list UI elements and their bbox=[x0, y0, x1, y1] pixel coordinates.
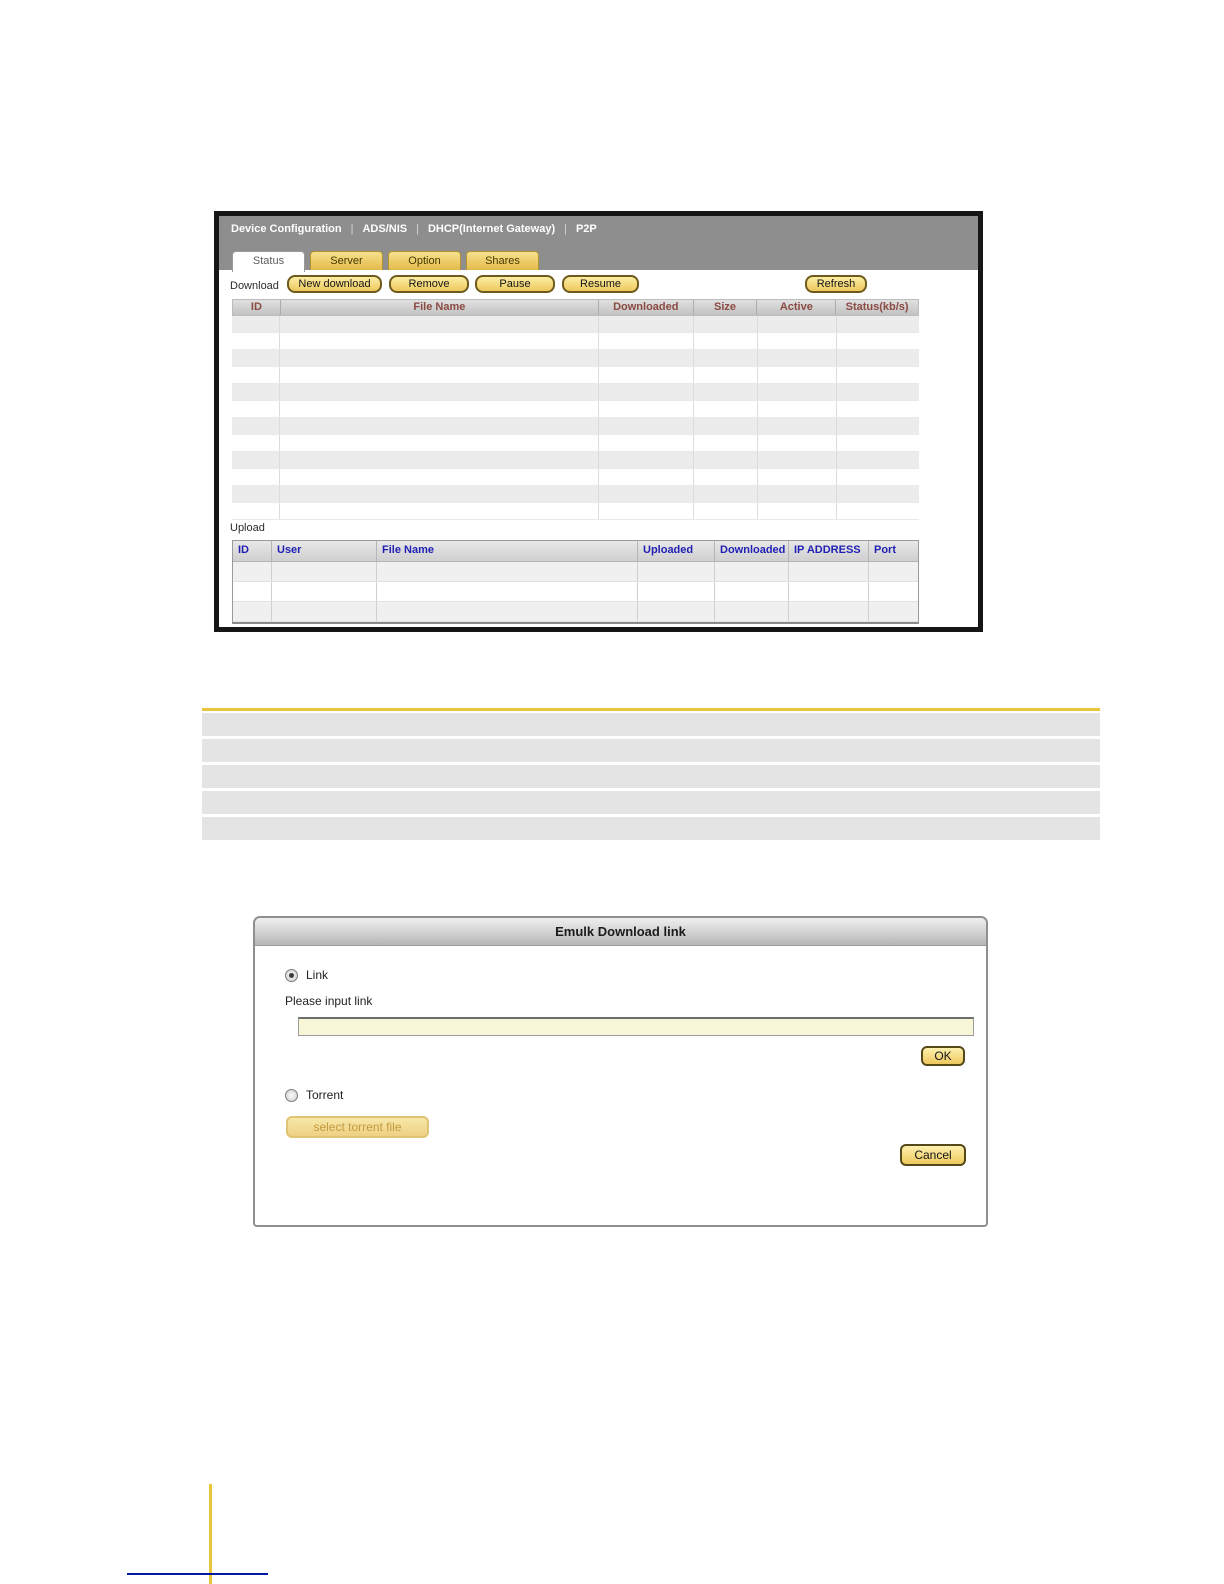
column-header-file-name: File Name bbox=[377, 541, 638, 561]
nav-separator: | bbox=[564, 223, 567, 235]
table-cell bbox=[837, 401, 919, 417]
table-cell bbox=[715, 562, 789, 581]
column-header-file-name: File Name bbox=[281, 300, 599, 315]
table-cell bbox=[233, 562, 272, 581]
table-cell bbox=[232, 503, 280, 519]
table-row bbox=[202, 791, 1100, 814]
tab-option[interactable]: Option bbox=[388, 251, 461, 270]
table-cell bbox=[599, 503, 694, 519]
table-cell bbox=[599, 418, 694, 434]
nav-item-ads-nis[interactable]: ADS/NIS bbox=[362, 223, 408, 235]
table-cell bbox=[280, 452, 599, 468]
table-cell bbox=[232, 333, 280, 349]
table-cell bbox=[694, 452, 758, 468]
table-row bbox=[232, 401, 919, 418]
table-cell bbox=[232, 367, 280, 383]
table-cell bbox=[599, 452, 694, 468]
table-cell bbox=[715, 582, 789, 601]
nav-separator: | bbox=[350, 223, 354, 235]
table-cell bbox=[758, 435, 837, 451]
table-row bbox=[232, 418, 919, 435]
table-cell bbox=[869, 602, 918, 621]
table-row bbox=[202, 765, 1100, 788]
column-header-uploaded: Uploaded bbox=[638, 541, 715, 561]
table-row bbox=[233, 602, 918, 622]
table-cell bbox=[280, 367, 599, 383]
table-cell bbox=[232, 452, 280, 468]
cancel-button[interactable]: Cancel bbox=[900, 1144, 966, 1166]
table-cell bbox=[758, 367, 837, 383]
table-cell bbox=[837, 350, 919, 366]
select-torrent-file-button[interactable]: select torrent file bbox=[286, 1116, 429, 1138]
table-cell bbox=[837, 384, 919, 400]
nav-item-dhcp-internet-gateway[interactable]: DHCP(Internet Gateway) bbox=[427, 223, 556, 235]
column-header-id: ID bbox=[233, 541, 272, 561]
table-cell bbox=[758, 333, 837, 349]
gold-accent-line bbox=[202, 708, 1100, 711]
table-cell bbox=[837, 452, 919, 468]
torrent-radio-label: Torrent bbox=[306, 1088, 344, 1102]
table-cell bbox=[280, 486, 599, 502]
navy-horizontal-line bbox=[127, 1573, 268, 1575]
table-cell bbox=[232, 435, 280, 451]
table-row bbox=[202, 739, 1100, 762]
table-row bbox=[232, 435, 919, 452]
table-cell bbox=[232, 469, 280, 485]
table-cell bbox=[638, 582, 715, 601]
table-cell bbox=[694, 333, 758, 349]
table-cell bbox=[233, 602, 272, 621]
table-cell bbox=[694, 384, 758, 400]
upload-table bbox=[232, 540, 919, 624]
table-row bbox=[233, 562, 918, 582]
remove-button[interactable]: Remove bbox=[389, 275, 469, 293]
p2p-screenshot-panel bbox=[214, 211, 983, 632]
table-cell bbox=[272, 582, 377, 601]
table-cell bbox=[599, 384, 694, 400]
resume-button[interactable]: Resume bbox=[562, 275, 639, 293]
table-cell bbox=[837, 367, 919, 383]
table-cell bbox=[377, 562, 638, 581]
table-cell bbox=[280, 418, 599, 434]
link-input[interactable] bbox=[298, 1017, 974, 1036]
table-cell bbox=[837, 418, 919, 434]
table-cell bbox=[758, 401, 837, 417]
link-radio-label: Link bbox=[306, 968, 329, 982]
table-cell bbox=[232, 486, 280, 502]
table-row bbox=[232, 486, 919, 503]
table-cell bbox=[758, 316, 837, 332]
table-cell bbox=[232, 350, 280, 366]
table-cell bbox=[280, 469, 599, 485]
nav-separator: | bbox=[416, 223, 419, 235]
table-row bbox=[232, 316, 919, 333]
table-cell bbox=[272, 602, 377, 621]
download-section-label: Download bbox=[230, 280, 279, 292]
table-cell bbox=[837, 333, 919, 349]
nav-item-device-configuration[interactable]: Device Configuration bbox=[231, 223, 342, 235]
column-header-active: Active bbox=[757, 300, 836, 315]
tab-status[interactable]: Status bbox=[232, 251, 305, 272]
table-cell bbox=[280, 384, 599, 400]
table-cell bbox=[758, 469, 837, 485]
table-cell bbox=[599, 435, 694, 451]
table-cell bbox=[694, 350, 758, 366]
table-row bbox=[202, 713, 1100, 736]
table-cell bbox=[638, 602, 715, 621]
table-cell bbox=[758, 503, 837, 519]
table-row bbox=[232, 367, 919, 384]
table-row bbox=[232, 350, 919, 367]
table-cell bbox=[758, 486, 837, 502]
column-header-size: Size bbox=[694, 300, 758, 315]
table-cell bbox=[280, 435, 599, 451]
table-row bbox=[202, 817, 1100, 840]
table-row bbox=[233, 582, 918, 602]
column-header-user: User bbox=[272, 541, 377, 561]
table-cell bbox=[758, 418, 837, 434]
tab-bar bbox=[232, 251, 539, 270]
table-cell bbox=[599, 486, 694, 502]
table-row bbox=[232, 333, 919, 350]
input-link-hint: Please input link bbox=[285, 994, 373, 1008]
table-cell bbox=[715, 602, 789, 621]
pause-button[interactable]: Pause bbox=[475, 275, 555, 293]
column-header-downloaded: Downloaded bbox=[715, 541, 789, 561]
table-cell bbox=[694, 486, 758, 502]
panel-content bbox=[219, 270, 978, 627]
table-cell bbox=[232, 401, 280, 417]
tab-server[interactable]: Server bbox=[310, 251, 383, 270]
table-cell bbox=[280, 333, 599, 349]
table-cell bbox=[638, 562, 715, 581]
column-header-downloaded: Downloaded bbox=[599, 300, 694, 315]
table-row bbox=[232, 452, 919, 469]
table-cell bbox=[837, 316, 919, 332]
download-table bbox=[232, 299, 919, 520]
table-row bbox=[232, 384, 919, 401]
table-cell bbox=[694, 367, 758, 383]
torrent-radio[interactable] bbox=[285, 1089, 298, 1102]
column-header-status-kb-s: Status(kb/s) bbox=[845, 301, 909, 313]
column-header-id: ID bbox=[233, 300, 281, 315]
table-cell bbox=[837, 503, 919, 519]
table-cell bbox=[758, 350, 837, 366]
nav-item-p2p[interactable]: P2P bbox=[575, 223, 597, 235]
emulk-download-dialog bbox=[253, 916, 988, 1227]
table-cell bbox=[280, 503, 599, 519]
table-row bbox=[232, 469, 919, 486]
table-cell bbox=[272, 562, 377, 581]
table-cell bbox=[280, 316, 599, 332]
link-radio[interactable] bbox=[285, 969, 298, 982]
upload-table-header bbox=[233, 541, 918, 562]
table-cell bbox=[232, 418, 280, 434]
torrent-radio-row[interactable] bbox=[285, 1088, 343, 1102]
top-nav bbox=[231, 223, 597, 235]
table-cell bbox=[789, 602, 869, 621]
table-cell bbox=[789, 582, 869, 601]
table-cell bbox=[232, 384, 280, 400]
table-cell bbox=[789, 562, 869, 581]
column-header-port: Port bbox=[874, 544, 896, 556]
table-cell bbox=[694, 316, 758, 332]
table-cell bbox=[280, 401, 599, 417]
link-radio-row[interactable] bbox=[285, 968, 328, 982]
table-cell bbox=[869, 582, 918, 601]
table-cell bbox=[599, 367, 694, 383]
table-cell bbox=[233, 582, 272, 601]
table-cell bbox=[694, 401, 758, 417]
table-cell bbox=[837, 435, 919, 451]
table-cell bbox=[758, 452, 837, 468]
table-cell bbox=[377, 602, 638, 621]
gold-vertical-line bbox=[209, 1484, 212, 1584]
table-cell bbox=[694, 435, 758, 451]
table-cell bbox=[599, 401, 694, 417]
column-header-ip-address: IP ADDRESS bbox=[789, 541, 869, 561]
table-cell bbox=[758, 384, 837, 400]
refresh-button[interactable]: Refresh bbox=[805, 275, 867, 293]
new-download-button[interactable]: New download bbox=[287, 275, 382, 293]
upload-section-label: Upload bbox=[230, 522, 265, 534]
table-cell bbox=[837, 486, 919, 502]
empty-reference-table bbox=[202, 708, 1100, 843]
table-cell bbox=[599, 316, 694, 332]
table-cell bbox=[599, 469, 694, 485]
tab-shares[interactable]: Shares bbox=[466, 251, 539, 270]
table-cell bbox=[599, 350, 694, 366]
table-cell bbox=[694, 503, 758, 519]
dialog-title: Emulk Download link bbox=[255, 918, 986, 946]
table-row bbox=[232, 503, 919, 520]
table-cell bbox=[837, 469, 919, 485]
download-table-header bbox=[232, 299, 919, 316]
table-cell bbox=[232, 316, 280, 332]
table-cell bbox=[694, 418, 758, 434]
table-cell bbox=[377, 582, 638, 601]
table-cell bbox=[869, 562, 918, 581]
table-cell bbox=[280, 350, 599, 366]
table-cell bbox=[599, 333, 694, 349]
table-cell bbox=[694, 469, 758, 485]
ok-button[interactable]: OK bbox=[921, 1046, 965, 1066]
